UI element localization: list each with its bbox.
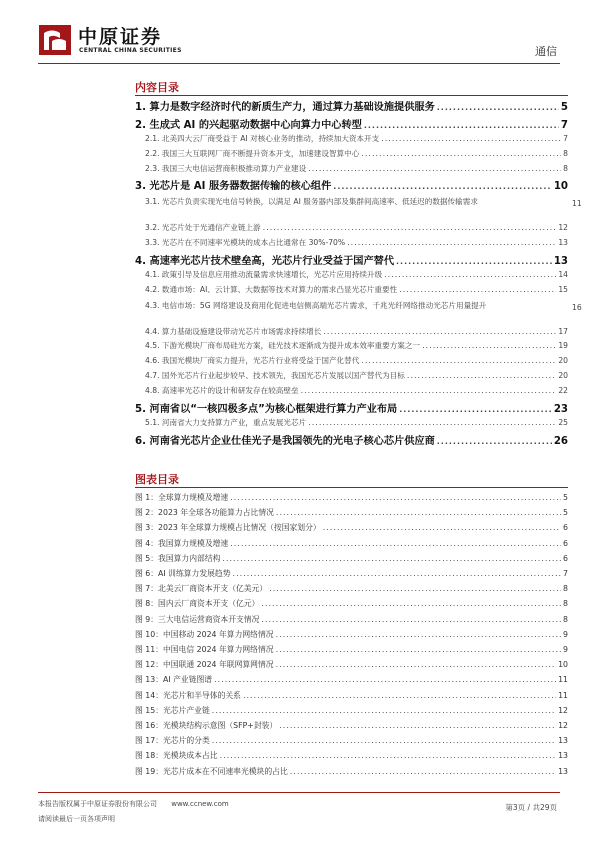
toc-subsection-entry[interactable] [135, 326, 568, 337]
toc-dot-leader [437, 437, 552, 446]
figure-toc-entry[interactable] [135, 659, 568, 670]
toc-subsection-entry[interactable] [135, 355, 568, 366]
toc-page-number: 7 [563, 134, 568, 143]
footer-copyright: 本报告版权属于中原证券股份有限公司 [38, 800, 157, 808]
toc-dot-leader [422, 341, 556, 350]
toc-entry-text: 4.5. 下游光模块厂商布局硅光方案，硅光技术逐渐成为提升成本效率重要方案之一 [145, 341, 421, 351]
toc-entry-text: 图 13：AI 产业链图谱 [135, 675, 213, 685]
toc-dot-leader [323, 523, 561, 532]
toc-dot-leader [347, 238, 556, 247]
toc-dot-leader [269, 584, 561, 593]
toc-page-number: 11 [558, 690, 568, 700]
content-toc-divider [135, 95, 568, 96]
figure-toc-entry[interactable] [135, 674, 568, 685]
toc-page-number: 10 [558, 660, 568, 670]
toc-subsection-entry[interactable] [135, 222, 568, 233]
toc-dot-leader [290, 767, 556, 776]
figure-toc-entry[interactable] [135, 735, 568, 746]
toc-entry-text: 4.7. 国外光芯片行业起步较早、技术领先，我国光芯片发展以国产替代为目标 [145, 371, 405, 380]
toc-entry-text: 图 6：AI 训练算力发展趋势 [135, 569, 231, 578]
toc-page-number: 7 [560, 119, 568, 131]
toc-section-entry[interactable] [135, 98, 568, 113]
toc-page-number: 10 [553, 181, 568, 193]
toc-dot-leader [220, 751, 557, 760]
figure-toc-entry[interactable] [135, 705, 568, 716]
toc-page-number: 6 [563, 538, 568, 548]
logo-mark-icon [38, 24, 72, 56]
industry-label: 通信 [535, 45, 557, 58]
figure-toc-entry[interactable] [135, 766, 568, 777]
toc-dot-leader [399, 405, 552, 414]
toc-page-number: 13 [558, 751, 568, 761]
toc-dot-leader [323, 327, 556, 336]
figure-toc-entry[interactable] [135, 720, 568, 731]
toc-page-number: 8 [563, 614, 568, 624]
toc-page-number: 26 [553, 435, 568, 447]
page-header [0, 0, 595, 68]
toc-page-number: 8 [563, 599, 568, 609]
toc-subsection-entry[interactable] [135, 195, 582, 208]
toc-page-number: 8 [563, 584, 568, 594]
toc-entry-text: 图 7：北美云厂商资本开支（亿美元） [135, 584, 268, 594]
toc-dot-leader [243, 691, 556, 700]
figure-toc-entry[interactable] [135, 690, 568, 701]
figure-toc-entry[interactable] [135, 629, 568, 640]
toc-page-number: 11 [572, 198, 582, 208]
toc-page-number: 17 [558, 326, 568, 336]
toc-dot-leader [230, 539, 561, 548]
toc-dot-leader [276, 508, 561, 517]
toc-section-entry[interactable] [135, 432, 568, 447]
toc-dot-leader [261, 615, 561, 624]
toc-dot-leader [333, 182, 552, 191]
toc-page-number: 13 [558, 736, 568, 746]
toc-page-number: 5 [560, 102, 568, 113]
toc-entry-text: 图 11：中国电信 2024 年算力网络情况 [135, 645, 274, 654]
company-name-cn: 中原证券 [78, 26, 163, 48]
toc-page-number: 23 [553, 403, 568, 415]
toc-dot-leader [364, 121, 559, 130]
toc-entry-text: 4.1. 政策引导及信息应用推动流量需求快速增长，光芯片应用持续升级 [145, 270, 383, 279]
toc-entry-text: 5.1. 河南省大力支持算力产业，重点发展光芯片 [145, 418, 307, 428]
toc-section-entry[interactable] [135, 177, 568, 192]
figure-toc-entry[interactable] [135, 522, 568, 533]
toc-page-number: 14 [558, 270, 568, 279]
figure-toc-entry[interactable] [135, 507, 568, 518]
toc-subsection-entry[interactable] [135, 269, 568, 280]
toc-page-number: 8 [563, 163, 568, 173]
figure-toc-entry[interactable] [135, 492, 568, 503]
toc-entry-text: 2. 生成式 AI 的兴起驱动数据中心向算力中心转型 [135, 119, 362, 131]
toc-page-number: 20 [558, 371, 568, 380]
toc-page-number: 6 [563, 553, 568, 563]
toc-entry-text: 图 9：三大电信运营商资本开支情况 [135, 614, 260, 624]
toc-entry-text: 6. 河南省光芯片企业仕佳光子是我国领先的光电子核心芯片供应商 [135, 435, 435, 447]
figure-toc-divider [135, 487, 568, 488]
toc-page-number: 8 [563, 148, 568, 158]
toc-section-entry[interactable] [135, 400, 568, 415]
toc-subsection-entry[interactable] [135, 148, 568, 159]
toc-entry-text: 图 2：2023 年全球各功能算力占比情况 [135, 508, 274, 518]
toc-subsection-entry[interactable] [135, 133, 568, 144]
toc-entry-text: 3.3. 光芯片在不同速率光模块的成本占比通常在 30%-70% [145, 237, 346, 247]
toc-entry-text: 3.1. 光芯片负责实现光电信号转换，以满足 AI 服务器内部及集群间高速率、低延迟的数据传输需求 [145, 196, 478, 206]
toc-page-number: 20 [558, 356, 568, 366]
toc-page-number: 22 [558, 385, 568, 395]
figure-toc-entry[interactable] [135, 583, 568, 594]
figure-toc-title: 图表目录 [135, 473, 179, 486]
toc-entry-text: 2.1. 北美四大云厂商受益于 AI 对核心业务的推动，持续加大资本开支 [145, 134, 380, 143]
toc-dot-leader [263, 223, 557, 232]
company-name-en: CENTRAL CHINA SECURITIES [79, 47, 182, 54]
toc-page-number: 15 [558, 284, 568, 294]
toc-dot-leader [230, 493, 561, 502]
footer-divider [38, 792, 560, 793]
page-number: 第3页 / 共29页 [505, 803, 557, 812]
toc-entry-text: 图 8：国内云厂商资本开支（亿元） [135, 599, 260, 609]
toc-entry-text: 图 17：光芯片的分类 [135, 736, 210, 746]
toc-subsection-entry[interactable] [135, 385, 568, 396]
toc-subsection-entry[interactable] [135, 299, 582, 312]
toc-page-number: 13 [553, 255, 568, 267]
toc-page-number: 9 [563, 645, 568, 654]
figure-toc-entry[interactable] [135, 568, 568, 579]
toc-dot-leader [276, 645, 561, 654]
toc-dot-leader [276, 630, 561, 639]
toc-entry-text: 4.8. 高速率光芯片的设计和研发存在较高壁垒 [145, 385, 299, 395]
toc-entry-text: 4.4. 算力基础设施建设带动光芯片市场需求持续增长 [145, 326, 322, 336]
header-divider [38, 63, 560, 64]
toc-entry-text: 3. 光芯片是 AI 服务器数据传输的核心组件 [135, 181, 332, 193]
toc-dot-leader [301, 386, 557, 395]
toc-page-number: 9 [563, 629, 568, 639]
toc-dot-leader [279, 721, 556, 730]
figure-toc-entry[interactable] [135, 644, 568, 655]
figure-toc-entry[interactable] [135, 614, 568, 625]
toc-dot-leader [212, 706, 556, 715]
toc-entry-text: 图 10：中国移动 2024 年算力网络情况 [135, 629, 274, 639]
toc-entry-text: 图 5：我国算力内部结构 [135, 553, 221, 563]
figure-toc-entry[interactable] [135, 553, 568, 564]
figure-toc-entry[interactable] [135, 538, 568, 549]
toc-entry-text: 1. 算力是数字经济时代的新质生产力，通过算力基础设施提供服务 [135, 102, 435, 113]
toc-page-number: 12 [558, 721, 568, 730]
toc-dot-leader [381, 134, 561, 143]
toc-entry-text: 图 1：全球算力规模及增速 [135, 493, 229, 502]
toc-entry-text: 4.3. 电信市场：5G 网络建设及商用化促进电信侧高端光芯片需求，千兆光纤网络推动光芯片用量提升 [145, 300, 487, 310]
content-toc-title: 内容目录 [135, 81, 179, 94]
toc-section-entry[interactable] [135, 252, 568, 267]
toc-dot-leader [399, 285, 556, 294]
toc-page-number: 16 [572, 302, 582, 312]
toc-page-number: 25 [558, 418, 568, 428]
footer-url-link[interactable]: www.ccnew.com [171, 800, 229, 808]
toc-dot-leader [212, 736, 556, 745]
toc-dot-leader [233, 569, 562, 578]
toc-section-entry[interactable] [135, 116, 568, 131]
toc-dot-leader [396, 257, 552, 266]
toc-entry-text: 图 15：光芯片产业链 [135, 705, 210, 715]
toc-entry-text: 4.6. 我国光模块厂商实力提升，光芯片行业将受益于国产化替代 [145, 356, 360, 366]
toc-page-number: 5 [563, 508, 568, 518]
toc-entry-text: 图 3：2023 年全球算力规模占比情况（按国家划分） [135, 523, 321, 533]
toc-dot-leader [407, 371, 556, 380]
toc-dot-leader [361, 356, 556, 365]
toc-entry-text: 图 19：光芯片成本在不同速率光模块的占比 [135, 766, 288, 776]
toc-dot-leader [261, 599, 561, 608]
toc-page-number: 12 [558, 705, 568, 715]
footer-disclaimer: 请阅读最后一页各项声明 [38, 815, 115, 823]
toc-dot-leader [214, 675, 556, 684]
toc-entry-text: 图 12：中国联通 2024 年联网算网情况 [135, 660, 274, 670]
toc-page-number: 7 [563, 569, 568, 578]
toc-dot-leader [276, 660, 557, 669]
toc-entry-text: 图 4：我国算力规模及增速 [135, 538, 229, 548]
toc-entry-text: 3.2. 光芯片处于光通信产业链上游 [145, 222, 261, 232]
toc-page-number: 12 [558, 222, 568, 232]
toc-entry-text: 2.3. 我国三大电信运营商积极推动算力产业建设 [145, 163, 307, 173]
footer-notice [38, 797, 229, 827]
toc-entry-text: 图 14：光芯片和半导体的关系 [135, 690, 241, 700]
toc-entry-text: 图 16：光模块结构示意图（SFP+封装） [135, 721, 278, 730]
toc-subsection-entry[interactable] [135, 340, 568, 351]
toc-page-number: 19 [558, 341, 568, 351]
toc-entry-text: 4. 高速率光芯片技术壁垒高，光芯片行业受益于国产替代 [135, 255, 395, 267]
toc-subsection-entry[interactable] [135, 237, 568, 248]
toc-dot-leader [222, 554, 561, 563]
figure-toc-entry[interactable] [135, 598, 568, 609]
toc-page-number: 5 [563, 493, 568, 502]
figure-toc-entry[interactable] [135, 750, 568, 761]
toc-subsection-entry[interactable] [135, 163, 568, 174]
toc-dot-leader [437, 103, 559, 112]
toc-page-number: 13 [558, 766, 568, 776]
company-logo [38, 22, 188, 58]
toc-dot-leader [384, 270, 556, 279]
toc-dot-leader [308, 164, 561, 173]
toc-subsection-entry[interactable] [135, 284, 568, 295]
toc-dot-leader [361, 149, 561, 158]
toc-page-number: 11 [558, 675, 568, 685]
toc-subsection-entry[interactable] [135, 370, 568, 381]
toc-entry-text: 2.2. 我国三大互联网厂商不断提升资本开支，加速建设智算中心 [145, 148, 360, 158]
toc-subsection-entry[interactable] [135, 417, 568, 428]
toc-page-number: 6 [563, 523, 568, 533]
toc-entry-text: 5. 河南省以“一核四极多点”为核心框架进行算力产业布局 [135, 403, 398, 415]
toc-entry-text: 图 18：光模块成本占比 [135, 751, 218, 761]
toc-entry-text: 4.2. 数通市场：AI、云计算、大数据等技术对算力的需求凸显光芯片重要性 [145, 284, 398, 294]
toc-dot-leader [308, 418, 556, 427]
toc-page-number: 13 [558, 237, 568, 247]
